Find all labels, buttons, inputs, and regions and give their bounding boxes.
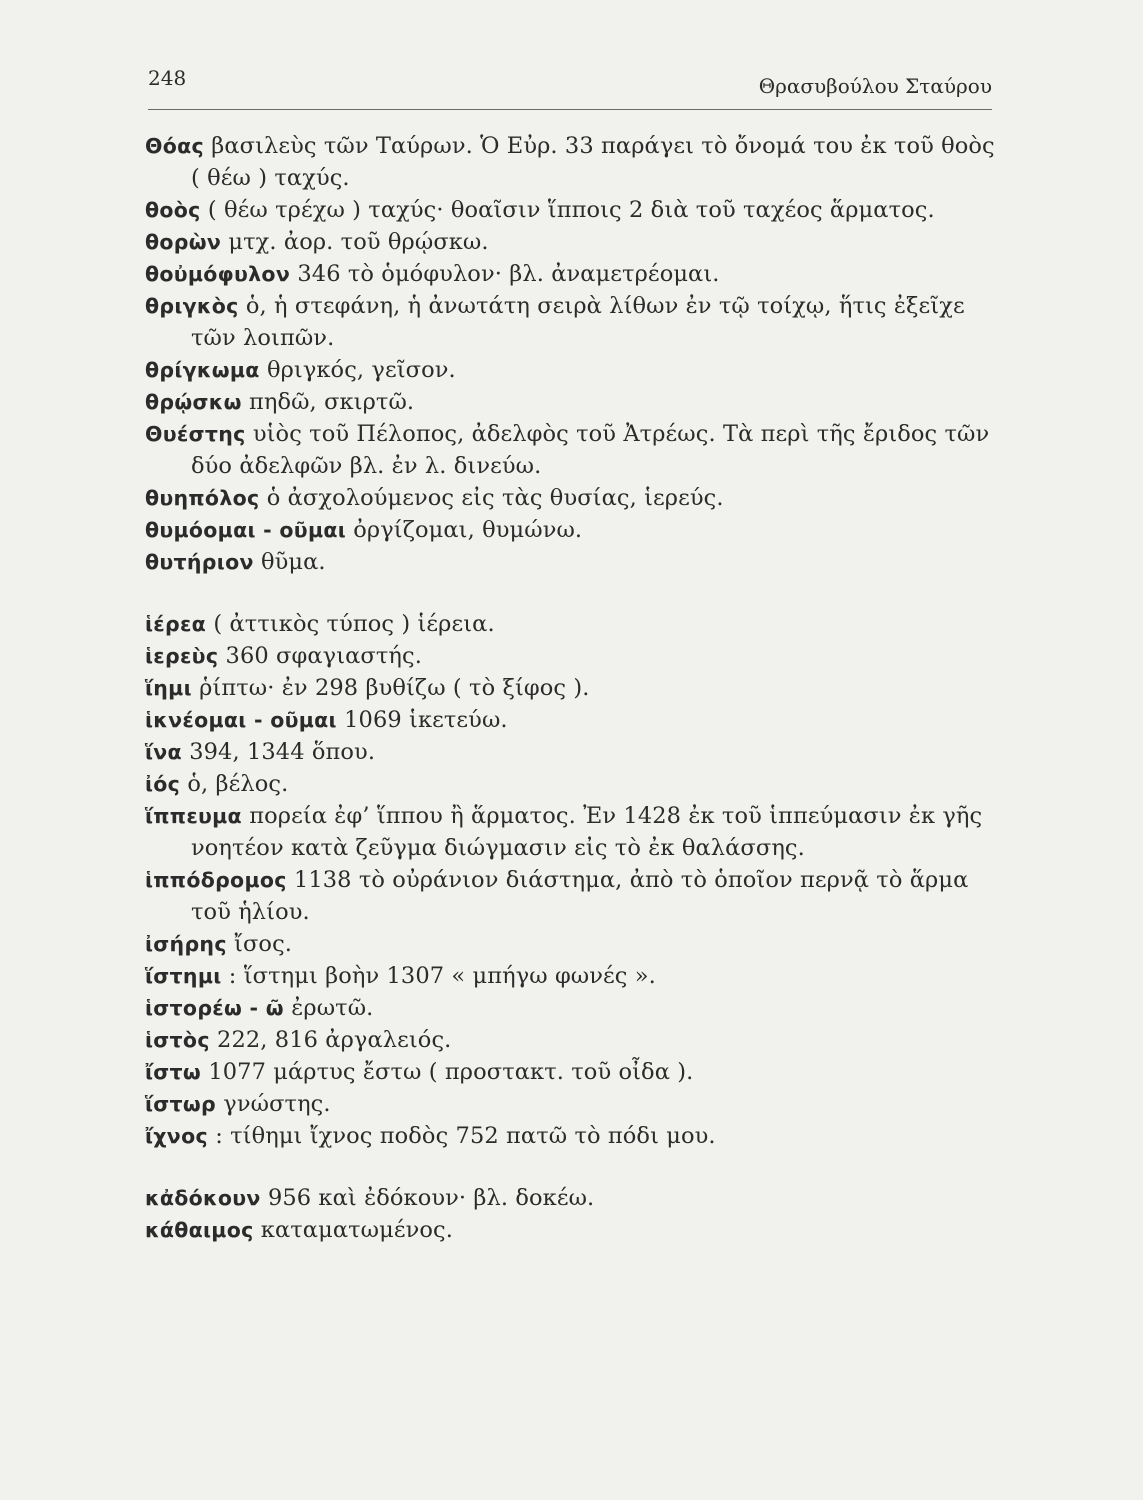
- glossary-entry: [145, 290, 995, 354]
- glossary-entry: [145, 736, 995, 768]
- glossary-entry: [145, 482, 995, 514]
- entry-lemma: ἱερεὺς: [145, 644, 219, 668]
- entry-definition: 1138 τὸ οὐράνιον διάστημα, ἀπὸ τὸ ὁποῖον περνᾷ τὸ ἅρμα τοῦ ἡλίου.: [191, 867, 969, 925]
- running-title: Θρασυβούλου Σταύρου: [758, 74, 992, 98]
- entry-definition: 956 καὶ ἐδόκουν· βλ. δοκέω.: [267, 1185, 595, 1211]
- glossary-entry: [145, 640, 995, 672]
- entry-lemma: θυηπόλος: [145, 486, 260, 510]
- entry-lemma: θυτήριον: [145, 550, 254, 574]
- glossary-entry: [145, 1214, 995, 1246]
- entry-definition: υἱὸς τοῦ Πέλοπος, ἀδελφὸς τοῦ Ἀτρέως. Τὰ περὶ τῆς ἔριδος τῶν δύο ἀδελφῶν βλ. ἐν λ. δινεύω.: [191, 421, 990, 479]
- entry-lemma: ἴχνος: [145, 1124, 208, 1148]
- glossary-entry: [145, 514, 995, 546]
- glossary-entry: [145, 960, 995, 992]
- glossary-entry: [145, 418, 995, 482]
- glossary-entry: [145, 1024, 995, 1056]
- entry-lemma: ἵστωρ: [145, 1092, 217, 1116]
- glossary-group: [145, 608, 995, 1152]
- glossary-group: [145, 130, 995, 578]
- glossary-body: [145, 130, 995, 1246]
- entry-lemma: ἵημι: [145, 676, 192, 700]
- glossary-entry: [145, 768, 995, 800]
- entry-lemma: κἀδόκουν: [145, 1186, 261, 1210]
- glossary-entry: [145, 1182, 995, 1214]
- entry-lemma: ἱκνέομαι - οῦμαι: [145, 708, 337, 732]
- entry-definition: πηδῶ, σκιρτῶ.: [249, 389, 415, 415]
- entry-definition: ῥίπτω· ἐν 298 βυθίζω ( τὸ ξίφος ).: [199, 675, 590, 701]
- entry-lemma: θοὐμόφυλον: [145, 262, 291, 286]
- entry-definition: θριγκός, γεῖσον.: [266, 357, 456, 383]
- glossary-entry: [145, 1120, 995, 1152]
- glossary-entry: [145, 386, 995, 418]
- glossary-entry: [145, 1088, 995, 1120]
- glossary-entry: [145, 672, 995, 704]
- entry-lemma: ἵνα: [145, 740, 182, 764]
- glossary-entry: [145, 800, 995, 864]
- entry-lemma: Θυέστης: [145, 422, 246, 446]
- glossary-entry: [145, 992, 995, 1024]
- entry-definition: βασιλεὺς τῶν Ταύρων. Ὁ Εὐρ. 33 παράγει τὸ ὄνομά του ἐκ τοῦ θοὸς ( θέω ) ταχύς.: [191, 133, 995, 191]
- entry-definition: ( θέω τρέχω ) ταχύς· θοαῖσιν ἵπποις 2 διὰ τοῦ ταχέος ἅρματος.: [207, 197, 935, 223]
- entry-lemma: ἰός: [145, 772, 181, 796]
- entry-definition: ὁ, βέλος.: [187, 771, 289, 797]
- glossary-entry: [145, 608, 995, 640]
- entry-lemma: ἵππευμα: [145, 804, 242, 828]
- entry-lemma: θριγκὸς: [145, 294, 239, 318]
- glossary-entry: [145, 546, 995, 578]
- entry-definition: 1077 μάρτυς ἔστω ( προστακτ. τοῦ οἶδα ).: [208, 1059, 694, 1085]
- entry-definition: 1069 ἱκετεύω.: [344, 707, 508, 733]
- entry-lemma: ἵστημι: [145, 964, 222, 988]
- group-separator: [145, 578, 995, 608]
- entry-lemma: θοὸς: [145, 198, 201, 222]
- glossary-group: [145, 1182, 995, 1246]
- entry-lemma: ἰσήρης: [145, 932, 227, 956]
- glossary-entry: [145, 226, 995, 258]
- entry-definition: 394, 1344 ὅπου.: [189, 739, 376, 765]
- entry-definition: ἴσος.: [234, 931, 293, 957]
- glossary-entry: [145, 864, 995, 928]
- entry-lemma: ἱππόδρομος: [145, 868, 287, 892]
- entry-lemma: κάθαιμος: [145, 1218, 254, 1242]
- entry-definition: ὀργίζομαι, θυμώνω.: [353, 517, 583, 543]
- glossary-entry: [145, 258, 995, 290]
- header-rule: [148, 109, 992, 110]
- page-header: [148, 66, 992, 110]
- glossary-entry: [145, 130, 995, 194]
- entry-definition: θῦμα.: [260, 549, 326, 575]
- entry-definition: 360 σφαγιαστής.: [225, 643, 422, 669]
- entry-definition: 222, 816 ἀργαλειός.: [217, 1027, 452, 1053]
- group-separator: [145, 1152, 995, 1182]
- entry-lemma: ἴστω: [145, 1060, 202, 1084]
- entry-lemma: θρίγκωμα: [145, 358, 260, 382]
- page-number: 248: [148, 66, 187, 90]
- entry-definition: ὁ ἀσχολούμενος εἰς τὰς θυσίας, ἱερεύς.: [266, 485, 724, 511]
- entry-lemma: θρῴσκω: [145, 390, 242, 414]
- glossary-entry: [145, 704, 995, 736]
- entry-definition: ( ἀττικὸς τύπος ) ἱέρεια.: [213, 611, 495, 637]
- glossary-entry: [145, 928, 995, 960]
- entry-definition: : τίθημι ἴχνος ποδὸς 752 πατῶ τὸ πόδι μου.: [215, 1123, 716, 1149]
- entry-lemma: ἱέρεα: [145, 612, 207, 636]
- entry-definition: ὁ, ἡ στεφάνη, ἡ ἀνωτάτη σειρὰ λίθων ἐν τῷ τοίχῳ, ἥτις ἐξεῖχε τῶν λοιπῶν.: [191, 293, 965, 351]
- entry-lemma: θυμόομαι - οῦμαι: [145, 518, 347, 542]
- entry-lemma: ἱστορέω - ῶ: [145, 996, 284, 1020]
- entry-definition: πορεία ἐφ’ ἵππου ἢ ἅρματος. Ἐν 1428 ἐκ τοῦ ἱππεύμασιν ἐκ γῆς νοητέον κατὰ ζεῦγμα διώγμασιν εἰς τὸ ἐκ θαλάσσης.: [191, 803, 983, 861]
- entry-definition: : ἵστημι βοὴν 1307 « μπήγω φωνές ».: [228, 963, 656, 989]
- entry-definition: καταματωμένος.: [260, 1217, 453, 1243]
- glossary-entry: [145, 1056, 995, 1088]
- glossary-entry: [145, 194, 995, 226]
- entry-definition: μτχ. ἀορ. τοῦ θρῴσκω.: [228, 229, 489, 255]
- glossary-entry: [145, 354, 995, 386]
- entry-definition: ἐρωτῶ.: [291, 995, 374, 1021]
- entry-lemma: θορὼν: [145, 230, 222, 254]
- entry-definition: γνώστης.: [223, 1091, 331, 1117]
- entry-definition: 346 τὸ ὁμόφυλον· βλ. ἀναμετρέομαι.: [297, 261, 720, 287]
- entry-lemma: ἱστὸς: [145, 1028, 210, 1052]
- entry-lemma: Θόας: [145, 134, 204, 158]
